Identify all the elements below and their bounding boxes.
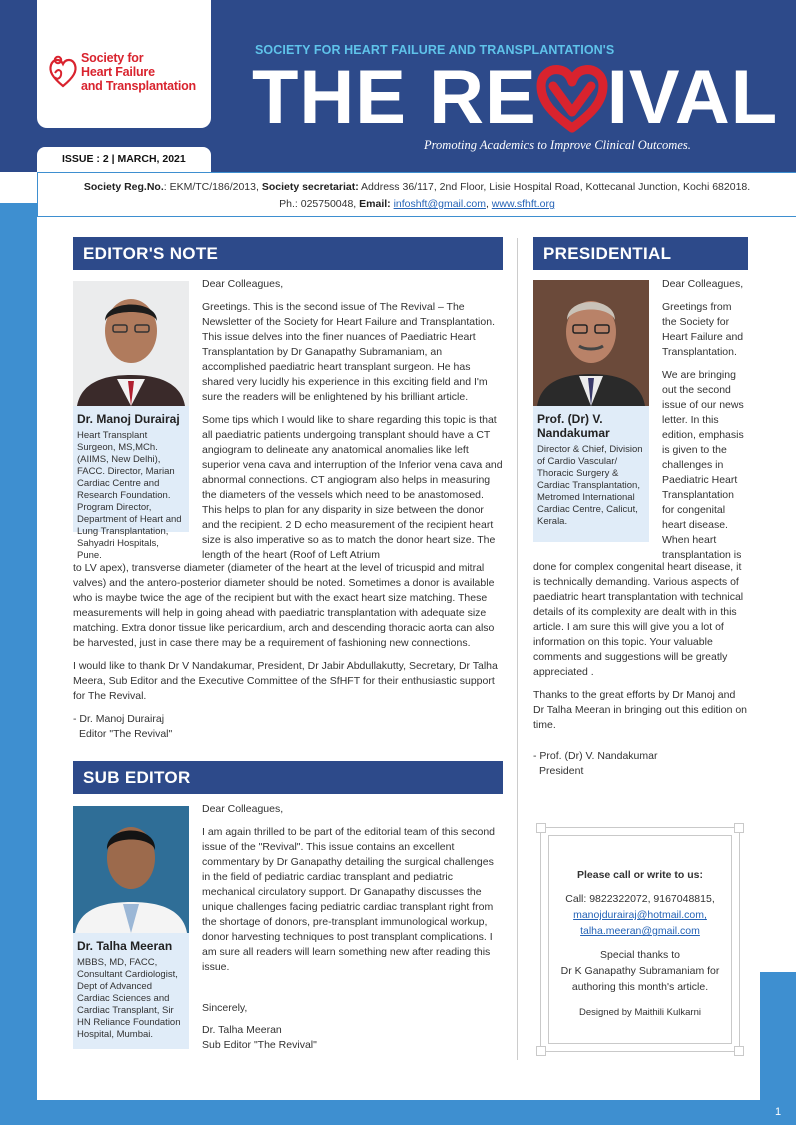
column-divider [517,238,518,1060]
president-paragraph-2-part-1: We are bringing out the second issue of our news letter. In this edition, emphasis is given to the challenges in Paediatric Heart Transplantation for congenital heart disease. When heart transplantation is [662,369,744,561]
logo-line-1: Society for [81,51,144,65]
thanks-line-3: authoring this month's article. [571,981,709,993]
frame-corner-tl [536,823,546,833]
reg-label: Society Reg.No. [83,181,164,193]
sub-editor-credentials: MBBS, MD, FACC, Consultant Cardiologist, Dept of Advanced Cardiac Sciences and Cardiac Transplant, Sir HN Reliance Foundation Hospital, Mumbai. [77,957,181,1040]
president-caption [533,406,649,542]
phone-number: Ph.: 025750048, [279,198,360,210]
president-paragraph-2-part-2: done for complex congenital heart disease, it is technically demanding. Various aspects of paediatric heart transplantation with technical details of its complexity are dealt with in this article. I am sure this will give you a lot of information on this topic. Your valuable comments and suggestions will be greatly appreciated . [533,561,744,678]
logo-line-3: and Transplantation [81,79,196,93]
editors-note-heading: EDITOR'S NOTE [73,237,503,270]
president-portrait-icon [533,280,649,406]
contact-inner-frame [548,835,732,1044]
secretariat-label: Society secretariat: [261,181,359,193]
contact-email-1[interactable]: manojdurairaj@hotmail.com, [573,909,707,921]
society-logo-icon [47,53,79,89]
registration-bar [37,172,796,217]
issue-badge: ISSUE : 2 | MARCH, 2021 [37,147,211,172]
president-signature-name: - Prof. (Dr) V. Nandakumar [533,750,658,762]
president-name: Prof. (Dr) V. Nandakumar [537,412,610,440]
editor-paragraph-1: Greetings. This is the second issue of The Revival – The Newsletter of the Society for Heart Failure and Transplantation. This issue delves into the finer nuances of Paediatric Heart Transplantation by Dr Ganapathy Subramaniam, an accomplished paediatric heart transplant surgeon. He has shared very lucidly his experience in this exciting field and I'm sure the readers will be enlightened by his brilliant article. [202,301,495,403]
president-body-top [662,277,748,563]
contact-phone: Call: 9822322072, 9167048815, [565,893,715,905]
president-paragraph-1: Greetings from the Society for Heart Failure and Transplantation. [662,301,744,358]
editor-photo [73,281,189,406]
secretariat-address: Address 36/117, 2nd Floor, Lisie Hospital Road, Kottecanal Junction, Kochi 682018. [358,181,751,193]
registration-line-2 [38,196,796,213]
frame-corner-tr [734,823,744,833]
separator: , [485,198,492,210]
newsletter-title [252,55,779,140]
bottom-accent-strip [0,1100,796,1125]
sub-editor-name: Dr. Talha Meeran [77,939,173,953]
editor-note-body-bottom [73,561,505,742]
title-right: IVAL [606,55,779,140]
email-label: Email: [359,198,394,210]
sub-editor-signature-name: Dr. Talha Meeran [202,1024,282,1036]
logo-wordmark [81,51,196,93]
sub-editor-salutation: Dear Colleagues, [202,803,284,815]
editor-note-body-top [202,277,504,563]
sub-editor-caption [73,933,189,1049]
president-photo [533,280,649,406]
sub-editor-heading: SUB EDITOR [73,761,503,794]
editor-signature-title: Editor "The Revival" [79,728,173,740]
left-accent-strip [0,203,37,1125]
editor-paragraph-2-part-1: Some tips which I would like to share regarding this topic is that all paediatric patients undergoing transplant should have a CT angiogram to delineate any anatomical anomalies like left superior vena cava and interruption of the Inferior vena cava and abnormal connections. CT angiogram also helps in measuring the diameters of the vessels which need to be anastomosed. This helps to plan for any disparity in size between the donor and the recipient. 2 D echo measurement of the recipient heart size is also imperative so as to match the donor heart size. The length of the heart (Roof of Left Atrium [202,414,503,561]
designer-credit: Designed by Maithili Kulkarni [579,1007,701,1018]
page-number: 1 [774,1106,782,1118]
president-signature-title: President [539,765,584,777]
editor-portrait-icon [73,281,189,406]
president-salutation: Dear Colleagues, [662,278,744,290]
tagline: Promoting Academics to Improve Clinical Outcomes. [424,138,691,152]
sub-editor-paragraph-1: I am again thrilled to be part of the editorial team of this second issue of the "Revival". This issue contains an excellent commentary by Dr Ganapathy detailing the surgical challenges in the field of pediatric cardiac transplant and pediatric mechanical circulatory support. Dr Ganapathy discusses the unique challenges facing pediatric cardiac transplant right from the shortage of donors, pre-transplant immunological workup, donor harvesting techniques to post transplant complications. I am sure all readers will learn something new after reading this issue. [202,826,496,973]
logo-line-2: Heart Failure [81,65,155,79]
society-email-link[interactable]: infoshft@gmail.com [393,198,486,210]
editor-credentials: Heart Transplant Surgeon, MS,MCh. (AIIMS, New Delhi), FACC. Director, Marian Cardiac Centre and Research Foundation. Program Director, Department of Heart and Lung Transplantation, Sahyadri Hospitals, Pune. [77,430,182,561]
masthead-kicker: SOCIETY FOR HEART FAILURE AND TRANSPLANTATION'S [255,43,615,57]
presidential-message-heading: PRESIDENTIAL [533,237,748,270]
editor-salutation: Dear Colleagues, [202,278,284,290]
editor-paragraph-3: I would like to thank Dr V Nandakumar, President, Dr Jabir Abdullakutty, Secretary, Dr Talha Meera, Sub Editor and the Executive Committee of the SfHFT for their enthusiastic support for The Revival. [73,660,498,702]
contact-email-2[interactable]: talha.meeran@gmail.com [580,925,700,937]
heart-v-icon [535,62,609,134]
sub-editor-portrait-icon [73,806,189,933]
sub-editor-signature-title: Sub Editor "The Revival" [202,1039,317,1051]
website-link[interactable]: www.sfhft.org [491,198,555,210]
president-paragraph-3: Thanks to the great efforts by Dr Manoj and Dr Talha Meeran in bringing out this edition on time. [533,689,748,731]
editor-name: Dr. Manoj Durairaj [77,412,180,426]
editor-caption [73,406,189,561]
frame-corner-br [734,1046,744,1056]
sub-editor-photo [73,806,189,933]
president-credentials: Director & Chief, Division of Cardio Vascular/ Thoracic Surgery & Cardiac Transplantation, Metromed International Cardiac Centre, Calicut, Kerala. [537,444,643,527]
contact-box [540,827,740,1052]
frame-corner-bl [536,1046,546,1056]
editor-paragraph-2-part-2: to LV apex), transverse diameter (diameter of the heart at the level of tricuspid and mitral valves) and the antero-posterior diameter should be noted. Sometimes a donor is available who is maybe twice the age of the recipient but with the exact heart size matching. These measurements will help in going ahead with paediatric transplantation with adequate size matching. Extra donor tissue like pericardium, arch and descending thoracic aorta can also be harvested, just in case there may be a requirement of fashioning new connections. [73,562,495,649]
reg-value: : EKM/TC/186/2013, [163,181,262,193]
editor-signature-name: - Dr. Manoj Durairaj [73,713,165,725]
registration-line-1 [38,179,796,196]
contact-heading: Please call or write to us: [576,869,704,881]
thanks-line-2: Dr K Ganapathy Subramaniam for [560,965,720,977]
thanks-line-1: Special thanks to [600,949,680,961]
president-body-bottom [533,560,748,779]
sub-editor-body [202,802,502,1053]
sub-editor-signoff: Sincerely, [202,1002,248,1014]
title-left: THE RE [252,55,537,140]
